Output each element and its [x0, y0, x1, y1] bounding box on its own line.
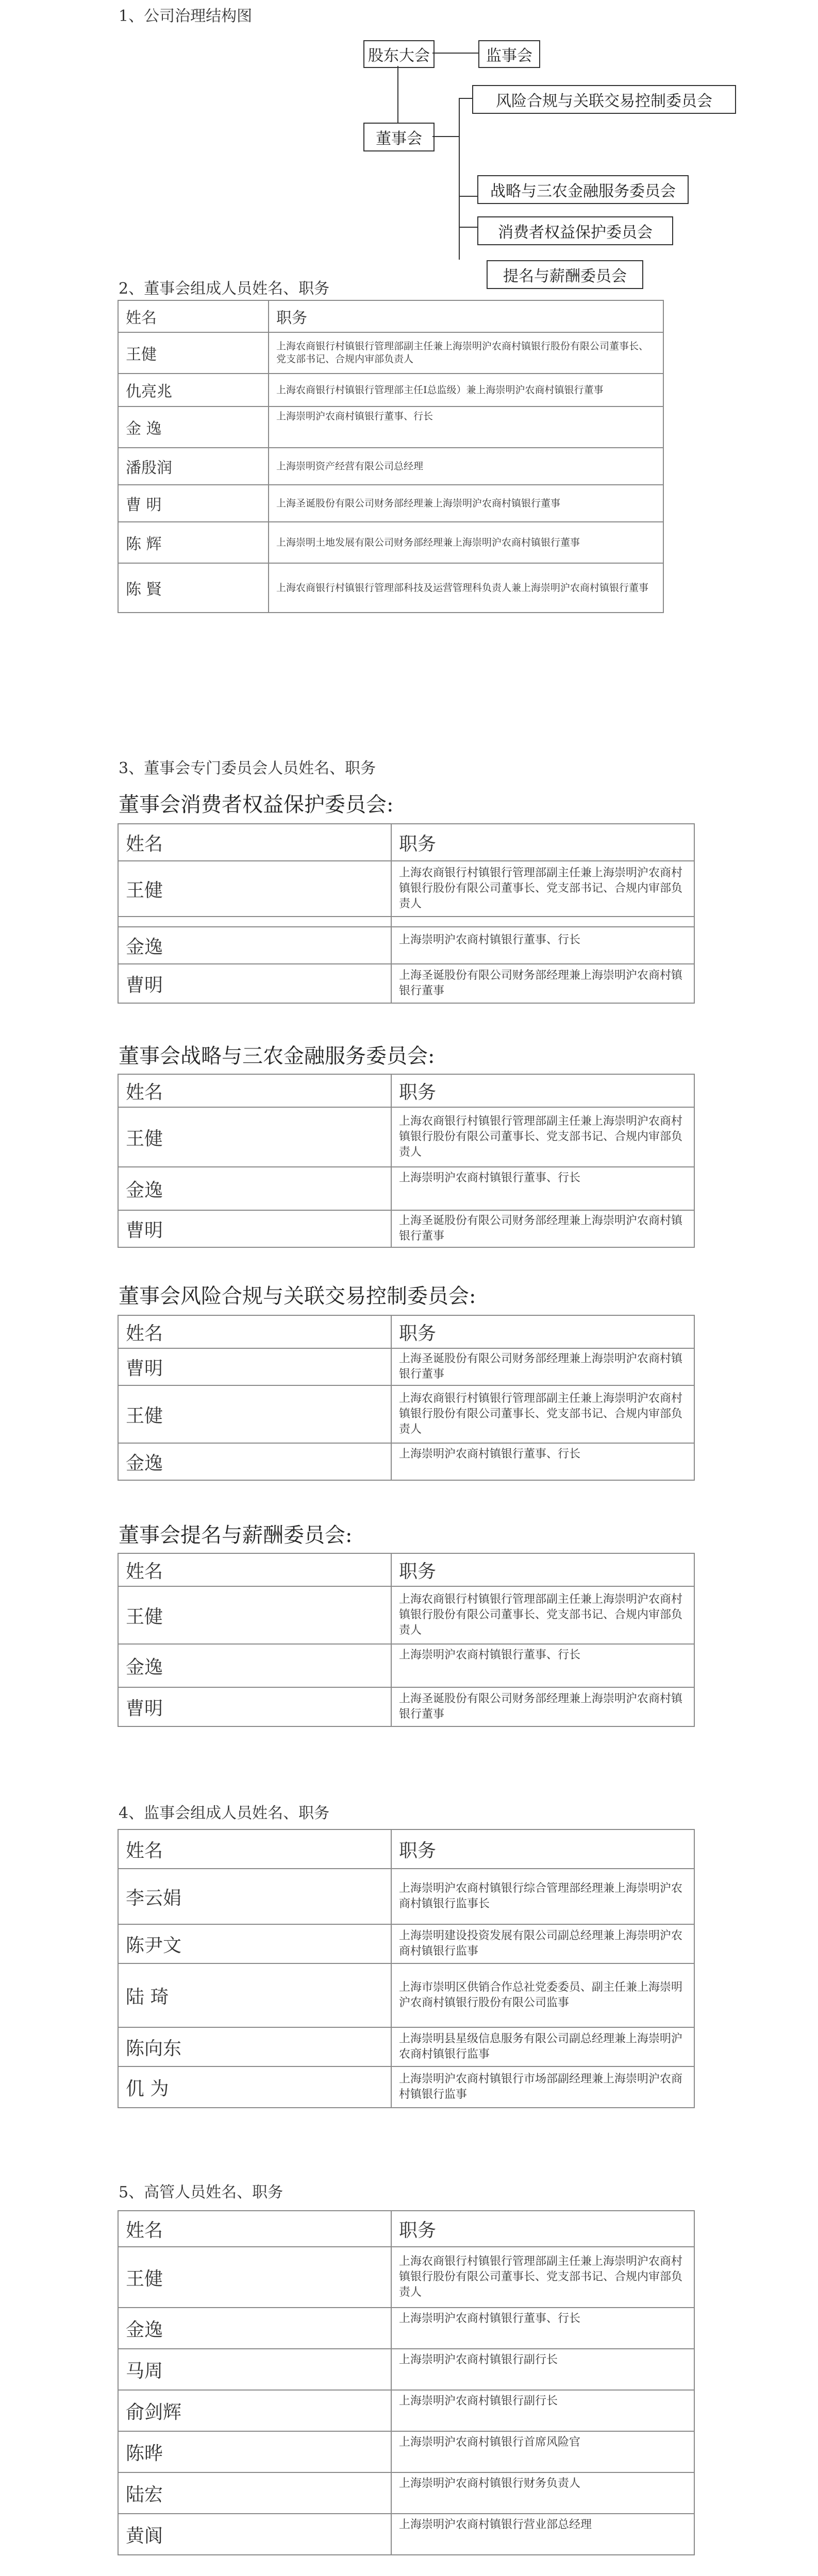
- member-duty: 上海崇明资产经营有限公司总经理: [269, 448, 663, 485]
- connector-line: [432, 136, 459, 137]
- node-board: 董事会: [363, 123, 435, 151]
- supervisory-members-table: [118, 1829, 695, 2108]
- member-name: 王健: [118, 332, 269, 374]
- member-name: 王健: [118, 1107, 391, 1167]
- node-supervisory: 监事会: [478, 40, 540, 68]
- table-row: [118, 563, 663, 613]
- committee-table-nomination: [118, 1553, 695, 1727]
- member-name: 王健: [118, 1586, 391, 1644]
- member-duty: 上海崇明沪农商村镇银行董事、行长: [391, 1443, 694, 1480]
- table-header-row: [118, 1315, 694, 1348]
- table-row: [118, 448, 663, 485]
- member-duty: 上海农商银行村镇银行管理部科技及运营管理科负责人兼上海崇明沪农商村镇银行董事: [269, 563, 663, 613]
- member-duty: 上海崇明沪农商村镇银行综合管理部经理兼上海崇明沪农商村镇银行监事长: [391, 1869, 694, 1924]
- table-row: [118, 332, 663, 374]
- member-name: 王健: [118, 1385, 391, 1443]
- member-name: 金逸: [118, 1167, 391, 1210]
- table-header-row: [118, 824, 694, 861]
- header-duty: 职务: [391, 824, 694, 861]
- member-duty: 上海圣诞股份有限公司财务部经理兼上海崇明沪农商村镇银行董事: [391, 964, 694, 1003]
- member-duty: 上海圣诞股份有限公司财务部经理兼上海崇明沪农商村镇银行董事: [391, 1687, 694, 1726]
- section4-heading: 4、监事会组成人员姓名、职务: [119, 1804, 330, 1822]
- member-duty: 上海崇明土地发展有限公司财务部经理兼上海崇明沪农商村镇银行董事: [269, 522, 663, 563]
- member-duty: 上海农商银行村镇银行管理部副主任兼上海崇明沪农商村镇银行股份有限公司董事长、党支部书记、合规内审部负责人: [391, 1586, 694, 1644]
- member-name: 陈晔: [118, 2431, 391, 2472]
- member-duty: 上海圣诞股份有限公司财务部经理兼上海崇明沪农商村镇银行董事: [391, 1348, 694, 1385]
- table-row: [118, 374, 663, 406]
- member-name: 曹明: [118, 964, 391, 1003]
- table-row: [118, 1348, 694, 1385]
- member-duty: 上海崇明沪农商村镇银行营业部总经理: [391, 2514, 694, 2555]
- table-row: [118, 2027, 694, 2066]
- member-name: 金逸: [118, 927, 391, 964]
- table-row: [118, 2349, 694, 2390]
- header-duty: 职务: [269, 300, 663, 332]
- table-header-row: [118, 300, 663, 332]
- committee-title: 董事会风险合规与关联交易控制委员会:: [119, 1284, 476, 1308]
- table-row: [118, 1869, 694, 1924]
- member-duty: 上海农商银行村镇银行管理部副主任兼上海崇明沪农商村镇银行股份有限公司董事长、党支部书记、合规内审部负责人: [391, 1107, 694, 1167]
- table-row: [118, 485, 663, 522]
- member-duty: 上海崇明沪农商村镇银行董事、行长: [391, 1644, 694, 1687]
- member-duty: 上海农商银行村镇银行管理部副主任兼上海崇明沪农商村镇银行股份有限公司董事长、党支部书记、合规内审部负责人: [391, 1385, 694, 1443]
- table-spacer-row: [118, 917, 694, 927]
- table-row: [118, 2308, 694, 2349]
- member-duty: 上海崇明沪农商村镇银行财务负责人: [391, 2472, 694, 2514]
- table-row: [118, 2066, 694, 2108]
- member-duty: 上海崇明沪农商村镇银行董事、行长: [391, 927, 694, 964]
- connector-line: [459, 196, 460, 227]
- header-name: 姓名: [118, 1553, 391, 1586]
- member-name: 曹明: [118, 1210, 391, 1247]
- table-header-row: [118, 1829, 694, 1869]
- section3-heading: 3、董事会专门委员会人员姓名、职务: [119, 759, 376, 777]
- table-header-row: [118, 2211, 694, 2247]
- member-name: 金逸: [118, 1443, 391, 1480]
- member-name: 陆宏: [118, 2472, 391, 2514]
- table-row: [118, 1210, 694, 1247]
- table-row: [118, 1385, 694, 1443]
- connector-line: [459, 98, 460, 196]
- member-duty: 上海圣诞股份有限公司财务部经理兼上海崇明沪农商村镇银行董事: [269, 485, 663, 522]
- member-duty: 上海崇明沪农商村镇银行董事、行长: [269, 406, 663, 448]
- member-duty: 上海农商银行村镇银行管理部副主任兼上海崇明沪农商村镇银行股份有限公司董事长、党支部书记、合规内审部负责人: [391, 861, 694, 917]
- connector-line: [459, 227, 460, 260]
- member-duty: 上海崇明沪农商村镇银行董事、行长: [391, 2308, 694, 2349]
- header-duty: 职务: [391, 2211, 694, 2247]
- member-duty: 上海崇明县星级信息服务有限公司副总经理兼上海崇明沪农商村镇银行监事: [391, 2027, 694, 2066]
- member-name: 潘殷润: [118, 448, 269, 485]
- member-name: 曹明: [118, 1348, 391, 1385]
- header-name: 姓名: [118, 2211, 391, 2247]
- table-row: [118, 861, 694, 917]
- section2-heading: 2、董事会组成人员姓名、职务: [119, 280, 330, 298]
- table-row: [118, 406, 663, 448]
- member-duty: 上海圣诞股份有限公司财务部经理兼上海崇明沪农商村镇银行董事: [391, 1210, 694, 1247]
- node-strategy-committee: 战略与三农金融服务委员会: [477, 175, 689, 204]
- member-duty: 上海市崇明区供销合作总社党委委员、副主任兼上海崇明沪农商村镇银行股份有限公司监事: [391, 1963, 694, 2027]
- node-consumer-committee: 消费者权益保护委员会: [477, 216, 673, 245]
- member-duty: 上海崇明沪农商村镇银行副行长: [391, 2390, 694, 2431]
- section5-heading: 5、高管人员姓名、职务: [119, 2183, 283, 2201]
- connector-line: [459, 227, 477, 228]
- table-row: [118, 1687, 694, 1726]
- connector-line: [397, 66, 398, 123]
- node-nomination-committee: 提名与薪酬委员会: [487, 260, 643, 289]
- member-name: 陈向东: [118, 2027, 391, 2066]
- member-name: 陆 琦: [118, 1963, 391, 2027]
- member-duty: 上海崇明沪农商村镇银行首席风险官: [391, 2431, 694, 2472]
- board-members-table: [118, 300, 664, 613]
- member-name: 仇亮兆: [118, 374, 269, 406]
- table-row: [118, 2390, 694, 2431]
- member-duty: 上海农商银行村镇银行管理部副主任兼上海崇明沪农商村镇银行股份有限公司董事长、党支部书记、合规内审部负责人: [269, 332, 663, 374]
- member-name: 王健: [118, 861, 391, 917]
- header-name: 姓名: [118, 824, 391, 861]
- section1-heading: 1、公司治理结构图: [119, 7, 253, 25]
- node-shareholders: 股东大会: [363, 40, 435, 68]
- section6-heading: [119, 2572, 391, 2576]
- connector-line: [459, 196, 477, 197]
- table-row: [118, 1107, 694, 1167]
- member-duty: 上海农商银行村镇银行管理部主任I总监级）兼上海崇明沪农商村镇银行董事: [269, 374, 663, 406]
- header-name: 姓名: [118, 1829, 391, 1869]
- member-duty: 上海崇明沪农商村镇银行市场部副经理兼上海崇明沪农商村镇银行监事: [391, 2066, 694, 2108]
- member-duty: 上海崇明沪农商村镇银行董事、行长: [391, 1167, 694, 1210]
- member-name: 陈 辉: [118, 522, 269, 563]
- committee-table-strategy: [118, 1074, 695, 1248]
- member-name: 曹明: [118, 1687, 391, 1726]
- table-header-row: [118, 1074, 694, 1107]
- member-name: 黄阆: [118, 2514, 391, 2555]
- header-duty: 职务: [391, 1074, 694, 1107]
- table-row: [118, 2514, 694, 2555]
- table-row: [118, 1924, 694, 1963]
- table-row: [118, 927, 694, 964]
- header-duty: 职务: [391, 1553, 694, 1586]
- committee-table-consumer: [118, 823, 695, 1004]
- committee-title: 董事会战略与三农金融服务委员会:: [119, 1044, 435, 1068]
- member-name: 陈 賢: [118, 563, 269, 613]
- table-row: [118, 2472, 694, 2514]
- table-row: [118, 964, 694, 1003]
- table-row: [118, 2431, 694, 2472]
- node-risk-committee: 风险合规与关联交易控制委员会: [472, 85, 736, 114]
- member-name: 俞剑辉: [118, 2390, 391, 2431]
- committee-title: 董事会提名与薪酬委员会:: [119, 1523, 353, 1547]
- member-duty: 上海崇明建设投资发展有限公司副总经理兼上海崇明沪农商村镇银行监事: [391, 1924, 694, 1963]
- connector-line: [459, 98, 472, 99]
- member-duty: 上海农商银行村镇银行管理部副主任兼上海崇明沪农商村镇银行股份有限公司董事长、党支部书记、合规内审部负责人: [391, 2247, 694, 2308]
- table-row: [118, 2247, 694, 2308]
- member-name: 金逸: [118, 2308, 391, 2349]
- table-row: [118, 1963, 694, 2027]
- header-duty: 职务: [391, 1315, 694, 1348]
- member-duty: 上海崇明沪农商村镇银行副行长: [391, 2349, 694, 2390]
- member-name: 陈尹文: [118, 1924, 391, 1963]
- committee-title: 董事会消费者权益保护委员会:: [119, 793, 394, 817]
- table-row: [118, 1167, 694, 1210]
- table-row: [118, 1443, 694, 1480]
- connector-line: [432, 53, 478, 54]
- header-name: 姓名: [118, 1315, 391, 1348]
- table-row: [118, 1586, 694, 1644]
- member-name: 金 逸: [118, 406, 269, 448]
- table-row: [118, 1644, 694, 1687]
- executives-table: [118, 2210, 695, 2555]
- header-name: 姓名: [118, 300, 269, 332]
- header-duty: 职务: [391, 1829, 694, 1869]
- member-name: 王健: [118, 2247, 391, 2308]
- committee-table-risk: [118, 1315, 695, 1481]
- member-name: 仉 为: [118, 2066, 391, 2108]
- table-header-row: [118, 1553, 694, 1586]
- member-name: 金逸: [118, 1644, 391, 1687]
- member-name: 李云娟: [118, 1869, 391, 1924]
- member-name: 马周: [118, 2349, 391, 2390]
- table-row: [118, 522, 663, 563]
- header-name: 姓名: [118, 1074, 391, 1107]
- member-name: 曹 明: [118, 485, 269, 522]
